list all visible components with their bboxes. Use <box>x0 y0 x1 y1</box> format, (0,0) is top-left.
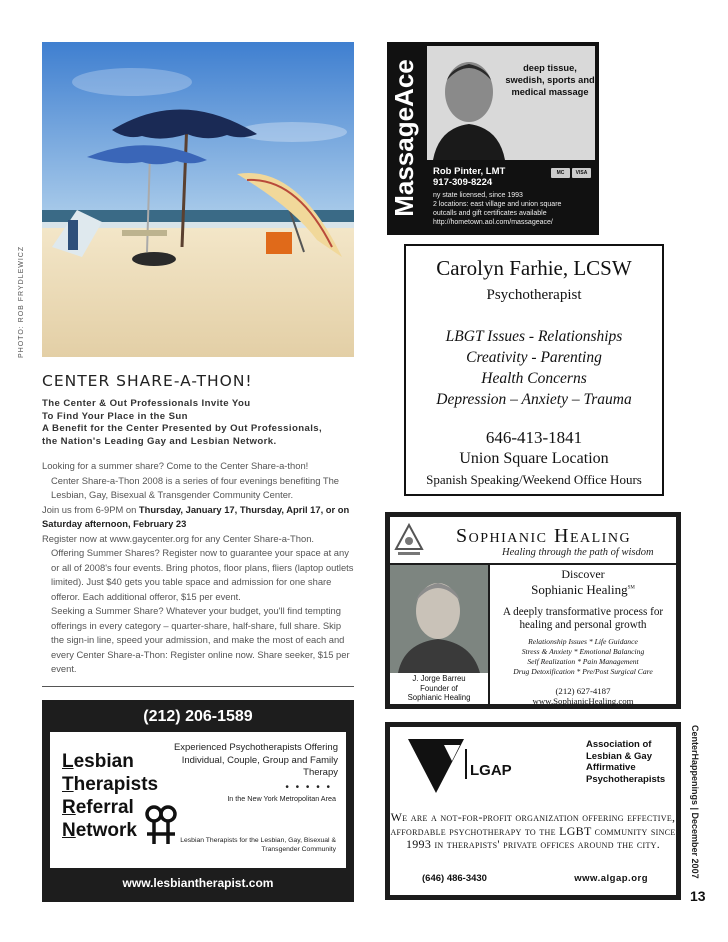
article-paragraph: Offering Summer Shares? Register now to guarantee your space at any or all of 2008's four events. Bring photos, floor plans, fliers (laptop outlets limited). Just $40 gets you table space and admission for one share offeror. Each additional offeror, $15 per event. <box>51 547 354 602</box>
brand-text: Sophianic Healing <box>531 582 628 597</box>
sophianic-ad <box>385 512 681 709</box>
org-line: Lesbian & Gay <box>586 750 652 762</box>
page-number: 13 <box>690 888 706 904</box>
article-paragraph: Center Share-a-Thon 2008 is a series of four evenings benefiting The Lesbian, Gay, Bisexual & Transgender Community Center. <box>51 474 340 500</box>
divider <box>42 686 354 687</box>
massage-name: Rob Pinter, LMT <box>433 166 506 177</box>
ltrn-name-line: Lesbian <box>62 751 134 772</box>
visa-icon: VISA <box>572 168 591 178</box>
sophianic-process: A deeply transformative process for healing and personal growth <box>502 606 664 631</box>
massage-url[interactable]: http://hometown.aol.com/massageace/ <box>433 219 553 226</box>
massage-ad <box>387 42 599 235</box>
ltrn-area: In the New York Metropolitan Area <box>227 794 336 803</box>
article-paragraph: Seeking a Summer Share? Whatever your budget, you'll find tempting offerings in every category – quarter-share, half-share, full share. Skip the sign-in line, speed your admission, and make the most of each and every Center Share-a-Thon: Register online now. Share seeker, $15 per event. <box>51 605 350 674</box>
beach-photo <box>42 42 354 357</box>
founder-line: J. Jorge Barreu <box>412 674 466 683</box>
farhie-issues <box>406 326 662 410</box>
sophianic-phone: (212) 627-4187 <box>555 686 611 696</box>
farhie-issue: Creativity - Parenting <box>466 349 602 366</box>
massage-services: deep tissue, swedish, sports and medical massage <box>505 63 595 97</box>
algap-logo-text: LGAP <box>470 762 512 779</box>
farhie-ad <box>404 244 664 496</box>
founder-line: Sophianic Healing <box>407 693 471 702</box>
service-line: Relationship Issues * Life Guidance <box>528 637 638 646</box>
algap-org-name <box>586 739 665 785</box>
founder-line: Founder of <box>420 683 458 693</box>
ltrn-dots: • • • • • <box>285 782 332 793</box>
farhie-hours: Spanish Speaking/Weekend Office Hours <box>426 472 642 487</box>
farhie-issue: Health Concerns <box>481 370 587 387</box>
sophianic-header <box>390 517 676 563</box>
sophianic-services <box>490 637 676 677</box>
sophianic-logo-icon <box>394 521 424 559</box>
ltrn-ad <box>42 700 354 902</box>
org-line: Psychotherapists <box>586 773 666 785</box>
mastercard-icon: MC <box>551 168 570 178</box>
sophianic-brand <box>490 582 676 598</box>
article-paragraph: Register now at www.gaycenter.org for any Center Share-a-Thon. <box>42 532 315 544</box>
event-dates: Thursday, January 17, Thursday, April 17, or on Saturday afternoon, February 23 <box>42 503 350 529</box>
ltrn-panel <box>50 732 346 868</box>
article <box>42 372 354 677</box>
farhie-name: Carolyn Farhie, LCSW <box>436 256 632 280</box>
article-subtitle-1: The Center & Out Professionals Invite You <box>42 398 251 409</box>
massage-line: 2 locations: east village and union square <box>433 201 562 208</box>
ltrn-web-link[interactable]: www.lesbiantherapist.com <box>122 876 274 890</box>
article-subtitle-2: To Find Your Place in the Sun <box>42 410 188 422</box>
footer-issue-line: CenterHappenings | December 2007 <box>690 725 700 879</box>
algap-description: We are a not-for-profit organization offering effective, affordable psychotherapy to the LGBT community since 1993 in therapists' private offices around the city. <box>390 810 676 851</box>
farhie-issue: LBGT Issues - Relationships <box>445 328 623 345</box>
ltrn-name-line: Referral <box>62 797 134 818</box>
farhie-issue: Depression – Anxiety – Trauma <box>436 391 632 408</box>
farhie-title: Psychotherapist <box>486 287 582 303</box>
massage-wordmark: MassageAce <box>389 59 419 217</box>
algap-web-link[interactable]: www.algap.org <box>574 873 648 884</box>
sophianic-web-link[interactable]: www.SophianicHealing.com <box>532 696 634 706</box>
article-subtitle-4: the Nation's Leading Gay and Lesbian Network. <box>42 435 277 447</box>
algap-panel <box>390 727 676 895</box>
article-paragraph: Looking for a summer share? Come to the Center Share-a-thon! <box>42 460 309 471</box>
massage-phone: 917-309-8224 <box>433 177 493 188</box>
service-line: Self Realization * Pain Management <box>527 657 639 666</box>
article-paragraph-dates <box>42 503 354 532</box>
service-mark: SM <box>627 585 635 591</box>
ltrn-name-line: Therapists <box>62 774 159 795</box>
massage-line: outcalls and gift certificates available <box>433 210 547 217</box>
algap-logo-icon <box>406 735 536 797</box>
sophianic-founder-photo <box>390 565 488 673</box>
org-line: Affirmative <box>586 762 636 773</box>
article-title: CENTER SHARE-A-THON! <box>42 372 253 390</box>
service-line: Stress & Anxiety * Emotional Balancing <box>521 647 645 656</box>
article-subtitle-3: A Benefit for the Center Presented by Out Professionals, <box>42 423 323 434</box>
algap-phone: (646) 486-3430 <box>422 873 487 884</box>
farhie-phone: 646-413-1841 <box>485 428 583 447</box>
sophianic-tagline: Healing through the path of wisdom <box>502 547 654 558</box>
sophianic-body <box>490 565 676 704</box>
ltrn-for: Lesbian Therapists for the Lesbian, Gay, Bisexual & Transgender Community <box>180 837 336 853</box>
massage-info <box>433 166 593 227</box>
photo-credit: PHOTO: ROB FRYDLEWICZ <box>18 245 25 358</box>
org-line: Association of <box>586 739 652 750</box>
service-line: Drug Detoxification * Pre/Post Surgical Care <box>513 667 653 676</box>
dates-prefix: Join us from 6-9PM on <box>42 503 139 515</box>
sophianic-founder-caption <box>390 673 488 704</box>
ltrn-experience: Experienced Psychotherapists Offering Individual, Couple, Group and Family Therapy <box>173 742 338 778</box>
farhie-location: Union Square Location <box>459 450 609 467</box>
sophianic-discover: Discover <box>561 567 605 581</box>
algap-ad <box>385 722 681 900</box>
ltrn-phone: (212) 206-1589 <box>143 708 253 725</box>
sophianic-title: Sophianic Healing <box>456 525 632 547</box>
massage-line: ny state licensed, since 1993 <box>433 192 523 199</box>
ltrn-name-line: Network <box>62 820 137 841</box>
